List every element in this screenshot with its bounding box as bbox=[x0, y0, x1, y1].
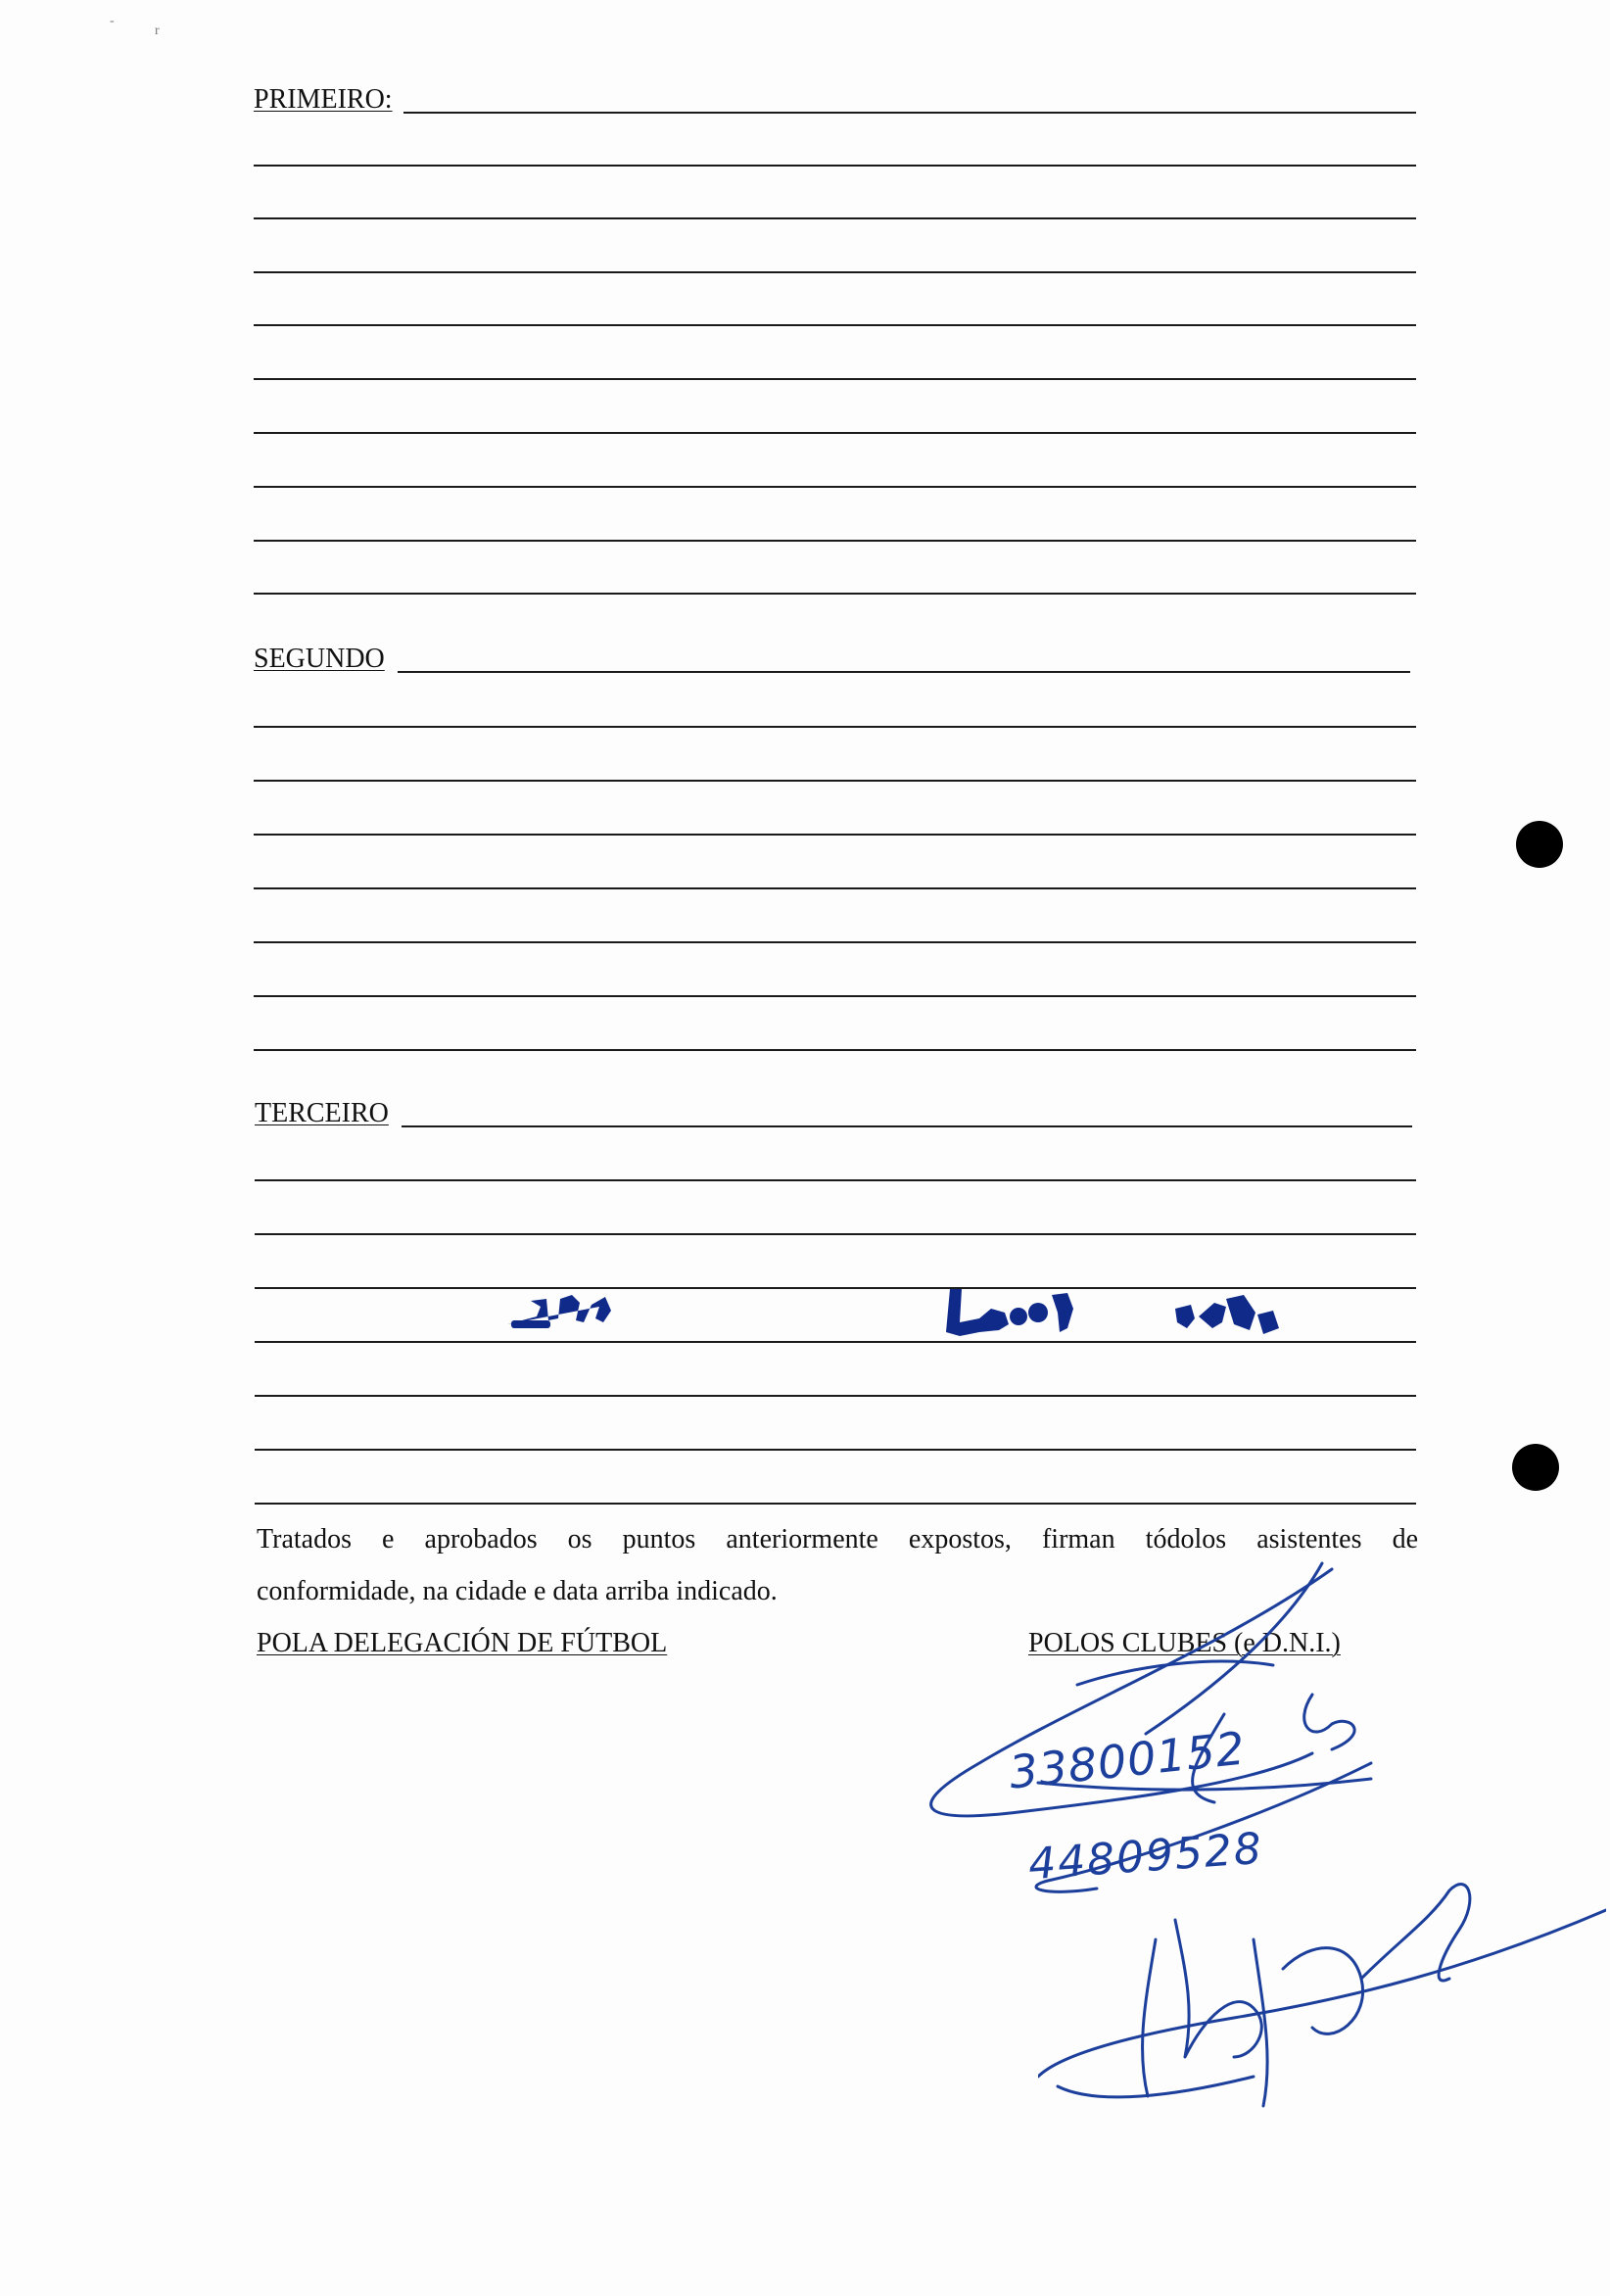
rule-line bbox=[255, 1449, 1416, 1451]
clubs-label: POLOS CLUBES (e D.N.I.) bbox=[1028, 1628, 1341, 1658]
rule-line bbox=[398, 671, 1410, 673]
rule-line bbox=[254, 593, 1416, 595]
rule-line bbox=[255, 1179, 1416, 1181]
signature-3 bbox=[1038, 1861, 1606, 2116]
rule-line bbox=[254, 995, 1416, 997]
rule-line bbox=[254, 324, 1416, 326]
rule-line bbox=[254, 378, 1416, 380]
rule-line bbox=[254, 1049, 1416, 1051]
binder-hole bbox=[1512, 1444, 1559, 1491]
binder-hole bbox=[1516, 821, 1563, 868]
rule-line bbox=[254, 941, 1416, 943]
section-first-label: PRIMEIRO: bbox=[254, 84, 393, 115]
rule-line bbox=[254, 271, 1416, 273]
closing-text-line-1: Tratados e aprobados os puntos anteriormente expostos, firman tódolos asistentes de bbox=[257, 1524, 1418, 1555]
rule-line bbox=[254, 432, 1416, 434]
rule-line bbox=[255, 1233, 1416, 1235]
rule-line bbox=[254, 834, 1416, 836]
rule-line bbox=[402, 1125, 1412, 1127]
rule-line bbox=[254, 887, 1416, 889]
scan-mark: ‐ bbox=[110, 14, 115, 28]
rule-line bbox=[254, 540, 1416, 542]
section-third-label: TERCEIRO bbox=[255, 1098, 389, 1128]
rule-line bbox=[254, 165, 1416, 167]
rule-line bbox=[255, 1395, 1416, 1397]
delegation-label: POLA DELEGACIÓN DE FÚTBOL bbox=[257, 1628, 668, 1658]
rule-line bbox=[254, 217, 1416, 219]
id-number-1: 33800152 bbox=[1006, 1721, 1249, 1799]
rule-line bbox=[254, 486, 1416, 488]
ink-stamp-marks bbox=[490, 1273, 1322, 1362]
section-second-label: SEGUNDO bbox=[254, 644, 385, 674]
scan-mark: r bbox=[155, 24, 160, 38]
rule-line bbox=[254, 726, 1416, 728]
rule-line bbox=[254, 780, 1416, 782]
rule-line bbox=[255, 1503, 1416, 1505]
rule-line bbox=[403, 112, 1416, 114]
closing-text-line-2: conformidade, na cidade e data arriba indicado. bbox=[257, 1576, 778, 1606]
id-number-2: 44809528 bbox=[1026, 1823, 1265, 1890]
